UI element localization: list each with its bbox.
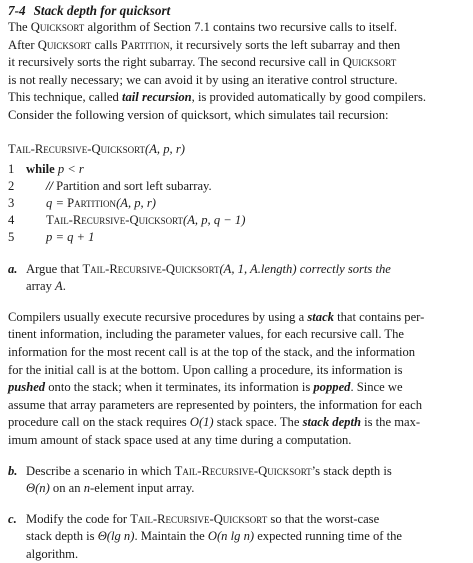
text-line: Consider the following version of quicksort, which simulates tail recursion: [8,107,389,122]
line-number: 5 [8,229,15,244]
part-label: c. [8,511,17,526]
text-line: imum amount of stack space used at any time during a computation. [8,432,352,447]
procedure-name: Tail-Recursive-Quicksort [130,511,268,526]
math: (A, 1, A.length) correctly sorts the [219,261,391,276]
part-c [8,511,468,563]
procedure-name: Quicksort [37,37,92,52]
procedure-name: Partition [67,195,117,210]
defined-term: pushed [8,380,46,395]
text: on an [49,481,84,496]
problem-title: Stack depth for quicksort [33,3,171,18]
text: calls [91,37,121,52]
text: . Maintain the [134,529,208,544]
text-line: tinent information, including the parameter values, for each recursive call. The [8,327,404,342]
code-text: (A, p, q − 1) [183,212,246,227]
defined-term: stack [307,309,334,324]
math: n [83,481,91,496]
procedure-name: Quicksort [30,20,85,34]
text-line: algorithm. [26,546,79,561]
code-line [8,212,468,229]
text: , is provided automatically by good compilers. [191,90,426,105]
algorithm-params: (A, p, r) [145,141,185,156]
text: array [26,279,56,294]
keyword: while [26,161,55,176]
problem-number: 7-4 [8,3,26,18]
part-label: b. [8,463,18,478]
algorithm-header [8,141,468,158]
text: algorithm of Section 7.1 contains two recursive calls to itself. [84,20,397,34]
math: A [55,279,63,294]
line-number: 1 [8,161,15,176]
text: After [8,37,38,52]
text: Compilers usually execute recursive procedures by using a [8,309,308,324]
intro-paragraph [8,19,468,125]
code-text: q = [46,195,68,210]
code-text: p < r [54,161,84,176]
procedure-name: Tail-Recursive-Quicksort [174,463,312,478]
line-number: 3 [8,195,15,210]
text: . [62,279,66,294]
text-line: assume that array parameters are represented by pointers, the information for each [8,397,423,412]
algorithm-name: Tail-Recursive-Quicksort [8,141,146,156]
text: ’s stack depth is [311,463,392,478]
code-line [8,229,468,246]
text: The [8,20,31,34]
code-text: (A, p, r) [116,195,156,210]
part-a [8,261,468,296]
part-label: a. [8,261,18,276]
code-line [8,178,468,195]
text: onto the stack; when it terminates, its information is [45,380,314,395]
procedure-name: Partition [120,37,170,52]
text: that contains per- [333,309,425,324]
comment-marker: // [46,178,53,193]
text: Modify the code for [26,511,131,526]
text: stack depth is [26,529,98,544]
text: Argue that [26,261,83,276]
text-line: for the initial call is at the bottom. Upon calling a procedure, its information is [8,362,403,377]
problem-heading [8,2,468,19]
math: Θ(lg n) [97,529,135,544]
procedure-name: Tail-Recursive-Quicksort [82,261,220,276]
procedure-name: Tail-Recursive-Quicksort [46,212,184,227]
text: stack space. The [213,415,303,430]
line-number: 2 [8,178,15,193]
comment-text: Partition and sort left subarray. [53,178,212,193]
defined-term: popped [313,380,351,395]
text-line: is not really necessary; we can avoid it by using an iterative control structure. [8,72,398,87]
math: O(1) [189,415,214,430]
text: procedure call on the stack requires [8,415,190,430]
algorithm-body [8,161,468,246]
defined-term: stack depth [302,415,361,430]
code-line [8,161,468,178]
text-line: information for the most recent call is at the top of the stack, and the information [8,344,416,359]
text: This technique, called [8,90,123,105]
text: expected running time of the [254,529,402,544]
text: -element input array. [90,481,195,496]
stack-paragraph [8,309,468,450]
part-b [8,463,468,498]
problem-page [8,2,468,563]
text: so that the worst-case [267,511,380,526]
procedure-name: Quicksort [342,55,397,70]
line-number: 4 [8,212,15,227]
math: Θ(n) [26,481,50,496]
text: Describe a scenario in which [26,463,175,478]
math: O(n lg n) [207,529,255,544]
text: is the max- [360,415,421,430]
code-line [8,195,468,212]
defined-term: tail recursion [122,90,192,105]
text: it recursively sorts the right subarray. The second recursive call in [8,55,343,70]
text: , it recursively sorts the left subarray and then [169,37,401,52]
text: . Since we [350,380,403,395]
code-text: p = q + 1 [46,229,95,244]
